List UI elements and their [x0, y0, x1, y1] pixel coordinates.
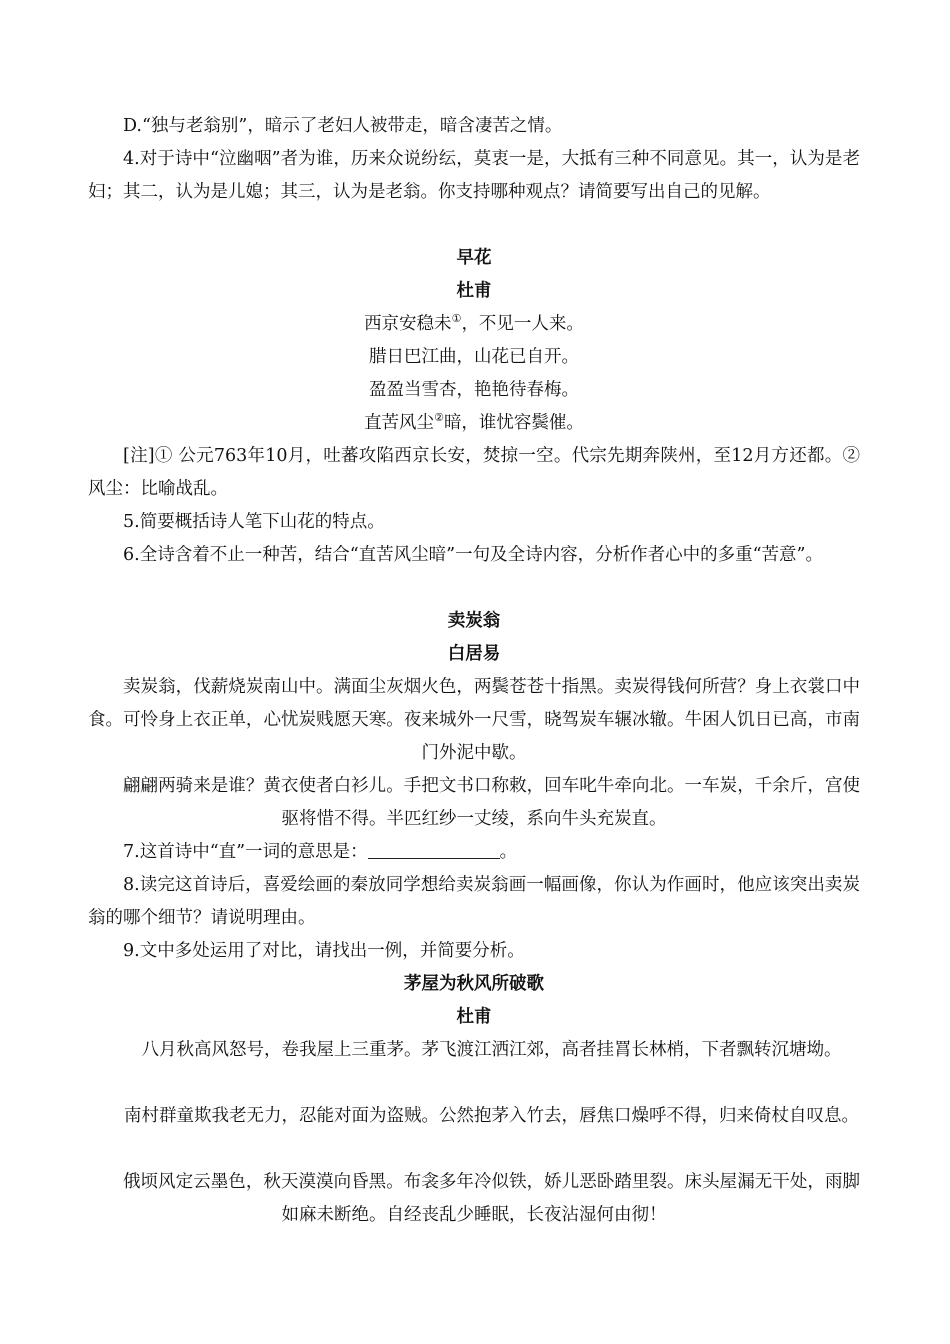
question-9: 9.文中多处运用了对比，请找出一例，并简要分析。	[123, 941, 525, 961]
poem1-author: 杜甫	[456, 281, 492, 301]
note-marker-2: ②	[434, 411, 444, 425]
poem1-line-3: 盈盈当雪杏，艳艳待春梅。	[369, 380, 579, 400]
option-d: D.“独与老翁别”，暗示了老妇人被带走，暗含凄苦之情。	[123, 116, 563, 136]
poem1-title: 早花	[456, 248, 492, 268]
poem3-paragraph-3: 俄顷风定云墨色，秋天漠漠向昏黑。布衾多年冷似铁，娇儿恶卧踏里裂。床头屋漏无干处，雨脚如麻未断绝。自经丧乱少睡眠，长夜沾湿何由彻！	[123, 1172, 860, 1225]
poem3-author: 杜甫	[456, 1007, 492, 1027]
question-5: 5.简要概括诗人笔下山花的特点。	[123, 512, 385, 532]
poem2-title: 卖炭翁	[447, 611, 501, 631]
question-4: 4.对于诗中“泣幽咽”者为谁，历来众说纷纭，莫衷一是，大抵有三种不同意见。其一，认为是老妇；其二，认为是儿媳；其三，认为是老翁。你支持哪种观点？请简要写出自己的见解。	[88, 149, 860, 202]
poem1-body	[88, 308, 860, 440]
poem1-note: [注]① 公元763年10月，吐蕃攻陷西京长安，焚掠一空。代宗先期奔陕州，至12月方还都。②风尘：比喻战乱。	[88, 446, 860, 499]
question-7: 7.这首诗中“直”一词的意思是： 。	[123, 842, 518, 862]
poem3-paragraph-2: 南村群童欺我老无力，忍能对面为盗贼。公然抱茅入竹去，唇焦口燥呼不得，归来倚杖自叹息。	[124, 1106, 859, 1126]
poem1-line-4: 直苦风尘②暗，谁忧容鬓催。	[364, 411, 584, 433]
poem2-paragraph-1: 卖炭翁，伐薪烧炭南山中。满面尘灰烟火色，两鬓苍苍十指黑。卖炭得钱何所营？身上衣裳口中食。可怜身上衣正单，心忧炭贱愿天寒。夜来城外一尺雪，晓驾炭车辗冰辙。牛困人饥日已高，市南门外泥中歇。	[88, 677, 860, 763]
poem1-line-2: 腊日巴江曲，山花已自开。	[369, 347, 579, 367]
question-6: 6.全诗含着不止一种苦，结合“直苦风尘暗”一句及全诗内容，分析作者心中的多重“苦意”。	[123, 545, 823, 565]
poem3-title: 茅屋为秋风所破歌	[404, 974, 544, 994]
question-8: 8.读完这首诗后，喜爱绘画的秦放同学想给卖炭翁画一幅画像，你认为作画时，他应该突出卖炭翁的哪个细节？请说明理由。	[88, 875, 860, 928]
answer-blank[interactable]	[368, 840, 500, 859]
poem2-author: 白居易	[447, 644, 501, 664]
poem2-paragraph-2: 翩翩两骑来是谁？黄衣使者白衫儿。手把文书口称敕，回车叱牛牵向北。一车炭，千余斤，宫使驱将惜不得。半匹红纱一丈绫，系向牛头充炭直。	[123, 776, 860, 829]
note-marker-1: ①	[451, 312, 462, 326]
poem1-line-1: 西京安稳未①，不见一人来。	[364, 312, 584, 334]
poem3-paragraph-1: 八月秋高风怒号，卷我屋上三重茅。茅飞渡江洒江郊，高者挂罥长林梢，下者飘转沉塘坳。	[141, 1040, 842, 1060]
